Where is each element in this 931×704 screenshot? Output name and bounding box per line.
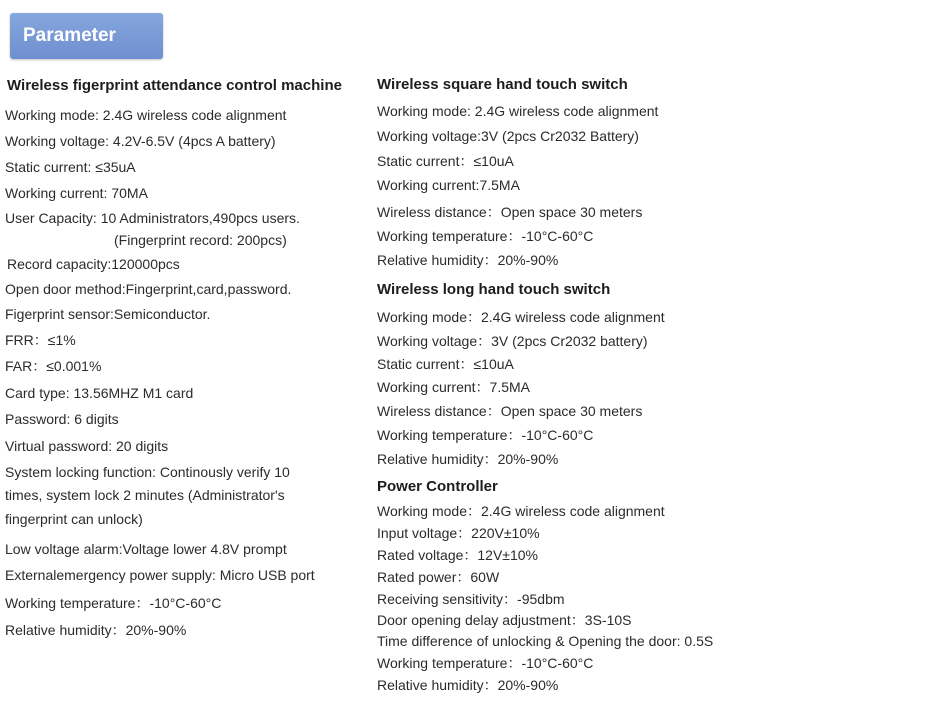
spec-line: Wireless distance：Open space 30 meters (377, 403, 643, 419)
spec-line: Open door method:Fingerprint,card,password. (5, 281, 292, 297)
spec-line: Working temperature：-10°C-60°C (377, 228, 594, 244)
spec-line: Relative humidity：20%-90% (5, 622, 187, 638)
spec-line: Working mode：2.4G wireless code alignment (377, 503, 665, 519)
spec-line: Wireless distance：Open space 30 meters (377, 204, 643, 220)
spec-line: Low voltage alarm:Voltage lower 4.8V prompt (5, 541, 287, 557)
spec-line: Working current: 70MA (5, 185, 148, 201)
spec-line: Externalemergency power supply: Micro USB port (5, 567, 315, 583)
machine-title: Wireless figerprint attendance control machine (7, 77, 342, 94)
spec-line: FAR：≤0.001% (5, 358, 102, 374)
spec-line: Receiving sensitivity：-95dbm (377, 591, 565, 607)
spec-line: Static current：≤10uA (377, 356, 514, 372)
spec-line: fingerprint can unlock) (5, 511, 143, 527)
spec-line: Working temperature：-10°C-60°C (5, 595, 222, 611)
spec-line: Working voltage:3V (2pcs Cr2032 Battery) (377, 128, 639, 144)
spec-line: Static current：≤10uA (377, 153, 514, 169)
spec-line: Static current: ≤35uA (5, 159, 136, 175)
spec-line: Input voltage：220V±10% (377, 525, 540, 541)
spec-line: Record capacity:120000pcs (7, 256, 180, 272)
spec-line: Working mode: 2.4G wireless code alignment (5, 107, 287, 123)
spec-line: Working current:7.5MA (377, 177, 520, 193)
spec-line: System locking function: Continously verify 10 (5, 464, 290, 480)
power-controller-title: Power Controller (377, 478, 498, 495)
spec-line: Card type: 13.56MHZ M1 card (5, 385, 194, 401)
spec-line: (Fingerprint record: 200pcs) (114, 232, 287, 248)
spec-line: Figerprint sensor:Semiconductor. (5, 306, 211, 322)
square-switch-title: Wireless square hand touch switch (377, 76, 628, 93)
spec-line: Working voltage: 4.2V-6.5V (4pcs A battery) (5, 133, 276, 149)
spec-line: times, system lock 2 minutes (Administrator's (5, 487, 285, 503)
spec-line: Relative humidity：20%-90% (377, 677, 559, 693)
spec-line: Password: 6 digits (5, 411, 119, 427)
spec-line: Relative humidity：20%-90% (377, 252, 559, 268)
spec-line: Working mode：2.4G wireless code alignment (377, 309, 665, 325)
spec-line: Working voltage：3V (2pcs Cr2032 battery) (377, 333, 648, 349)
spec-line: Virtual password: 20 digits (5, 438, 169, 454)
parameter-badge: Parameter (10, 13, 163, 59)
spec-line: Rated power：60W (377, 569, 500, 585)
spec-line: User Capacity: 10 Administrators,490pcs users. (5, 210, 300, 226)
spec-line: Working current：7.5MA (377, 379, 531, 395)
spec-line: Relative humidity：20%-90% (377, 451, 559, 467)
spec-line: Time difference of unlocking & Opening the door: 0.5S (377, 633, 714, 649)
spec-line: Working temperature：-10°C-60°C (377, 655, 594, 671)
spec-line: FRR：≤1% (5, 332, 76, 348)
spec-line: Working mode: 2.4G wireless code alignment (377, 103, 659, 119)
spec-line: Rated voltage：12V±10% (377, 547, 539, 563)
long-switch-title: Wireless long hand touch switch (377, 281, 611, 298)
spec-line: Door opening delay adjustment：3S-10S (377, 612, 632, 628)
spec-line: Working temperature：-10°C-60°C (377, 427, 594, 443)
